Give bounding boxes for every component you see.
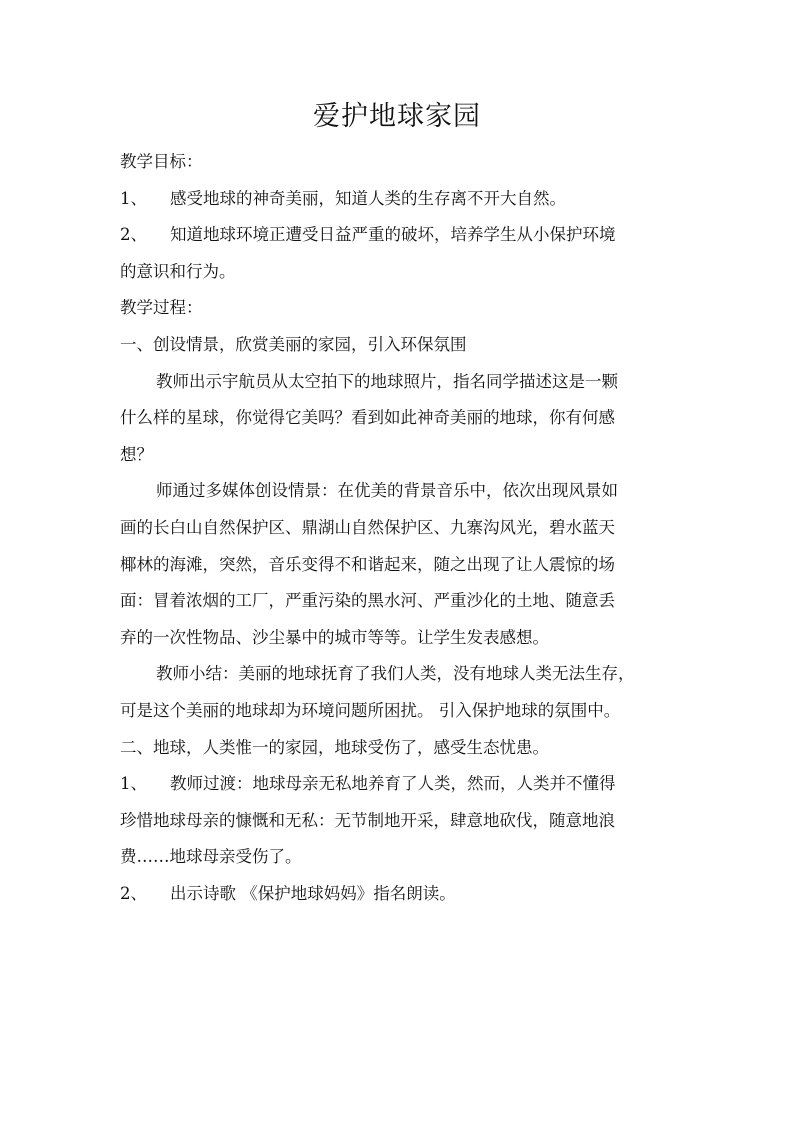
paragraph-line: 面：冒着浓烟的工厂，严重污染的黑水河、严重沙化的土地、随意丢 xyxy=(120,591,615,611)
paragraph-line: 教师出示宇航员从太空拍下的地球照片，指名同学描述这是一颗 xyxy=(156,371,618,391)
goal-2-continuation: 的意识和行为。 xyxy=(120,261,236,281)
paragraph-line: 教师小结：美丽的地球抚育了我们人类，没有地球人类无法生存， xyxy=(156,664,635,684)
paragraph-line: 可是这个美丽的地球却为环境问题所困扰。 引入保护地球的氛围中。 xyxy=(120,700,621,720)
goal-1-number: 1、 xyxy=(120,188,147,208)
goal-1-text: 感受地球的神奇美丽，知道人类的生存离不开大自然。 xyxy=(170,188,566,208)
step-1-number: 1、 xyxy=(120,774,147,794)
section-2-heading: 二、地球，人类惟一的家园，地球受伤了，感受生态忧患。 xyxy=(120,737,549,757)
paragraph-line: 费……地球母亲受伤了。 xyxy=(120,847,302,867)
paragraph-line: 师通过多媒体创设情景：在优美的背景音乐中，依次出现风景如 xyxy=(156,481,618,501)
section-1-heading: 一、创设情景，欣赏美丽的家园，引入环保氛围 xyxy=(120,334,467,354)
paragraph-line: 想？ xyxy=(120,444,153,464)
document-title: 爱护地球家园 xyxy=(313,101,481,132)
step-item-1 xyxy=(120,766,680,803)
step-2-number: 2、 xyxy=(120,883,147,903)
step-2-text: 出示诗歌 《保护地球妈妈》指名朗读。 xyxy=(170,883,456,903)
step-1-text: 教师过渡：地球母亲无私地养育了人类，然而，人类并不懂得 xyxy=(170,774,616,794)
paragraph-line: 珍惜地球母亲的慷慨和无私：无节制地开采，肆意地砍伐，随意地浪 xyxy=(120,810,615,830)
goal-item-2 xyxy=(120,217,680,254)
paragraph-line: 弃的一次性物品、沙尘暴中的城市等等。让学生发表感想。 xyxy=(120,627,549,647)
paragraph-line: 椰林的海滩，突然，音乐变得不和谐起来，随之出现了让人震惊的场 xyxy=(120,554,615,574)
paragraph-line: 什么样的星球，你觉得它美吗？看到如此神奇美丽的地球，你有何感 xyxy=(120,408,615,428)
step-item-2 xyxy=(120,876,680,913)
paragraph-line: 画的长白山自然保护区、鼎湖山自然保护区、九寨沟风光，碧水蓝天 xyxy=(120,517,615,537)
goal-item-1 xyxy=(120,181,680,218)
process-heading: 教学过程： xyxy=(120,298,203,318)
goal-2-text: 知道地球环境正遭受日益严重的破坏，培养学生从小保护环境 xyxy=(170,225,616,245)
document-body xyxy=(120,144,680,912)
goals-heading: 教学目标： xyxy=(120,152,203,171)
goal-2-number: 2、 xyxy=(120,225,147,245)
